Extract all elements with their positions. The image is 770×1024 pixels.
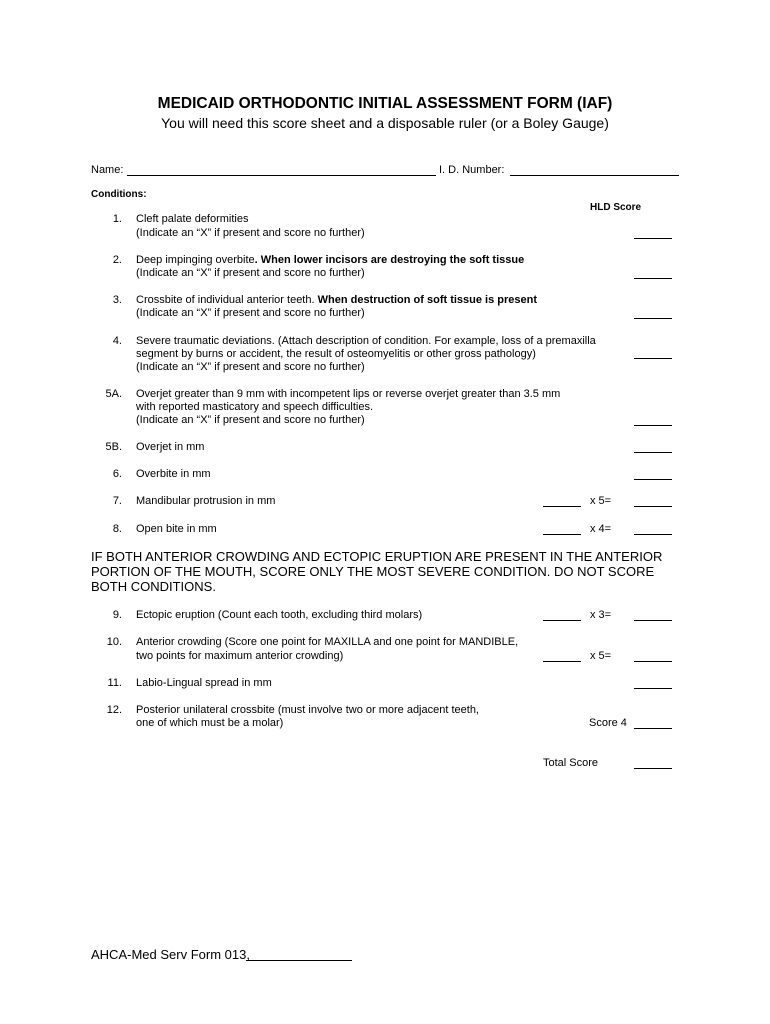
conditions-label: Conditions:	[91, 189, 147, 200]
score-field[interactable]	[634, 318, 672, 319]
item-text: segment by burns or accident, the result of osteomyelitis or other gross pathology)	[136, 348, 536, 360]
item-number: 3.	[112, 294, 122, 306]
item-instruction: (Indicate an “X” if present and score no further)	[136, 361, 365, 373]
score-field[interactable]	[634, 534, 672, 535]
item-text: Mandibular protrusion in mm	[136, 495, 276, 507]
multiplier-label: x 3=	[590, 609, 612, 621]
item-text-regular: Deep impinging overbite	[136, 254, 255, 266]
measurement-field[interactable]	[543, 620, 581, 621]
item-number: 7.	[112, 495, 122, 507]
item-text: Anterior crowding (Score one point for MAXILLA and one point for MANDIBLE,	[136, 636, 519, 648]
item-number: 2.	[112, 254, 122, 266]
hld-score-label: HLD Score	[590, 202, 642, 213]
item-text: with reported masticatory and speech difficulties.	[136, 401, 374, 413]
item-text-bold: When destruction of soft tissue is present	[317, 294, 538, 306]
scoring-notice: IF BOTH ANTERIOR CROWDING AND ECTOPIC ERUPTION ARE PRESENT IN THE ANTERIOR PORTION OF THE MOUTH, SCORE ONLY THE MOST SEVERE CONDITION. DO NOT SCORE BOTH CONDITIONS.	[91, 549, 663, 594]
item-number: 8.	[112, 523, 122, 535]
item-text-bold: . When lower incisors are destroying the soft tissue	[254, 254, 525, 266]
score-field[interactable]	[634, 425, 672, 426]
item-text-regular: Crossbite of individual anterior teeth.	[136, 294, 318, 306]
total-score-field[interactable]	[634, 768, 672, 769]
item-number: 4.	[112, 335, 122, 347]
measurement-field[interactable]	[543, 534, 581, 535]
item-text: Labio-Lingual spread in mm	[136, 677, 272, 689]
item-number: 11.	[107, 677, 122, 689]
item-text: one of which must be a molar)	[136, 717, 284, 729]
item-instruction: (Indicate an “X” if present and score no further)	[136, 227, 365, 239]
item-text: Ectopic eruption (Count each tooth, excluding third molars)	[136, 609, 423, 621]
score-field[interactable]	[634, 358, 672, 359]
score-field[interactable]	[634, 688, 672, 689]
score-field[interactable]	[634, 506, 672, 507]
item-text: Overjet greater than 9 mm with incompetent lips or reverse overjet greater than 3.5 mm	[136, 388, 561, 400]
form-title: MEDICAID ORTHODONTIC INITIAL ASSESSMENT FORM (IAF)	[157, 95, 613, 112]
id-number-label: I. D. Number:	[439, 164, 505, 176]
multiplier-label: x 5=	[590, 650, 612, 662]
multiplier-label: x 5=	[590, 495, 612, 507]
item-instruction: (Indicate an “X” if present and score no further)	[136, 307, 365, 319]
form-subtitle: You will need this score sheet and a disposable ruler (or a Boley Gauge)	[161, 115, 609, 131]
item-text	[136, 294, 537, 307]
score-field[interactable]	[634, 479, 672, 480]
total-score-label: Total Score	[543, 757, 599, 769]
item-number: 5B.	[105, 441, 122, 453]
name-label: Name:	[91, 164, 124, 176]
score-field[interactable]	[634, 278, 672, 279]
score-field[interactable]	[634, 238, 672, 239]
id-number-field[interactable]	[510, 175, 679, 176]
score-field[interactable]	[634, 661, 672, 662]
score-field[interactable]	[634, 728, 672, 729]
item-number: 1.	[112, 213, 122, 225]
item-text: two points for maximum anterior crowding)	[136, 650, 344, 662]
score-field[interactable]	[634, 452, 672, 453]
item-text: Posterior unilateral crossbite (must involve two or more adjacent teeth,	[136, 704, 479, 716]
item-text: Open bite in mm	[136, 523, 217, 535]
measurement-field[interactable]	[543, 506, 581, 507]
score-field[interactable]	[634, 620, 672, 621]
score-4-label: Score 4	[589, 717, 627, 729]
name-field[interactable]	[127, 175, 436, 176]
item-number: 6.	[112, 468, 122, 480]
item-instruction: (Indicate an “X” if present and score no further)	[136, 414, 365, 426]
item-text: Overjet in mm	[136, 441, 205, 453]
item-number: 5A.	[105, 388, 122, 400]
item-text	[136, 254, 524, 267]
measurement-field[interactable]	[543, 661, 581, 662]
item-number: 12.	[106, 704, 122, 716]
form-number-label: AHCA-Med Serv Form 013,	[91, 947, 250, 962]
multiplier-label: x 4=	[590, 523, 612, 535]
form-date-field[interactable]	[246, 960, 352, 961]
item-text: Cleft palate deformities	[136, 213, 249, 225]
item-number: 9.	[112, 609, 122, 621]
item-instruction: (Indicate an “X” if present and score no further)	[136, 267, 365, 279]
item-number: 10.	[106, 636, 122, 648]
item-text: Severe traumatic deviations. (Attach description of condition. For example, loss of a premaxilla	[136, 335, 596, 347]
item-text: Overbite in mm	[136, 468, 211, 480]
